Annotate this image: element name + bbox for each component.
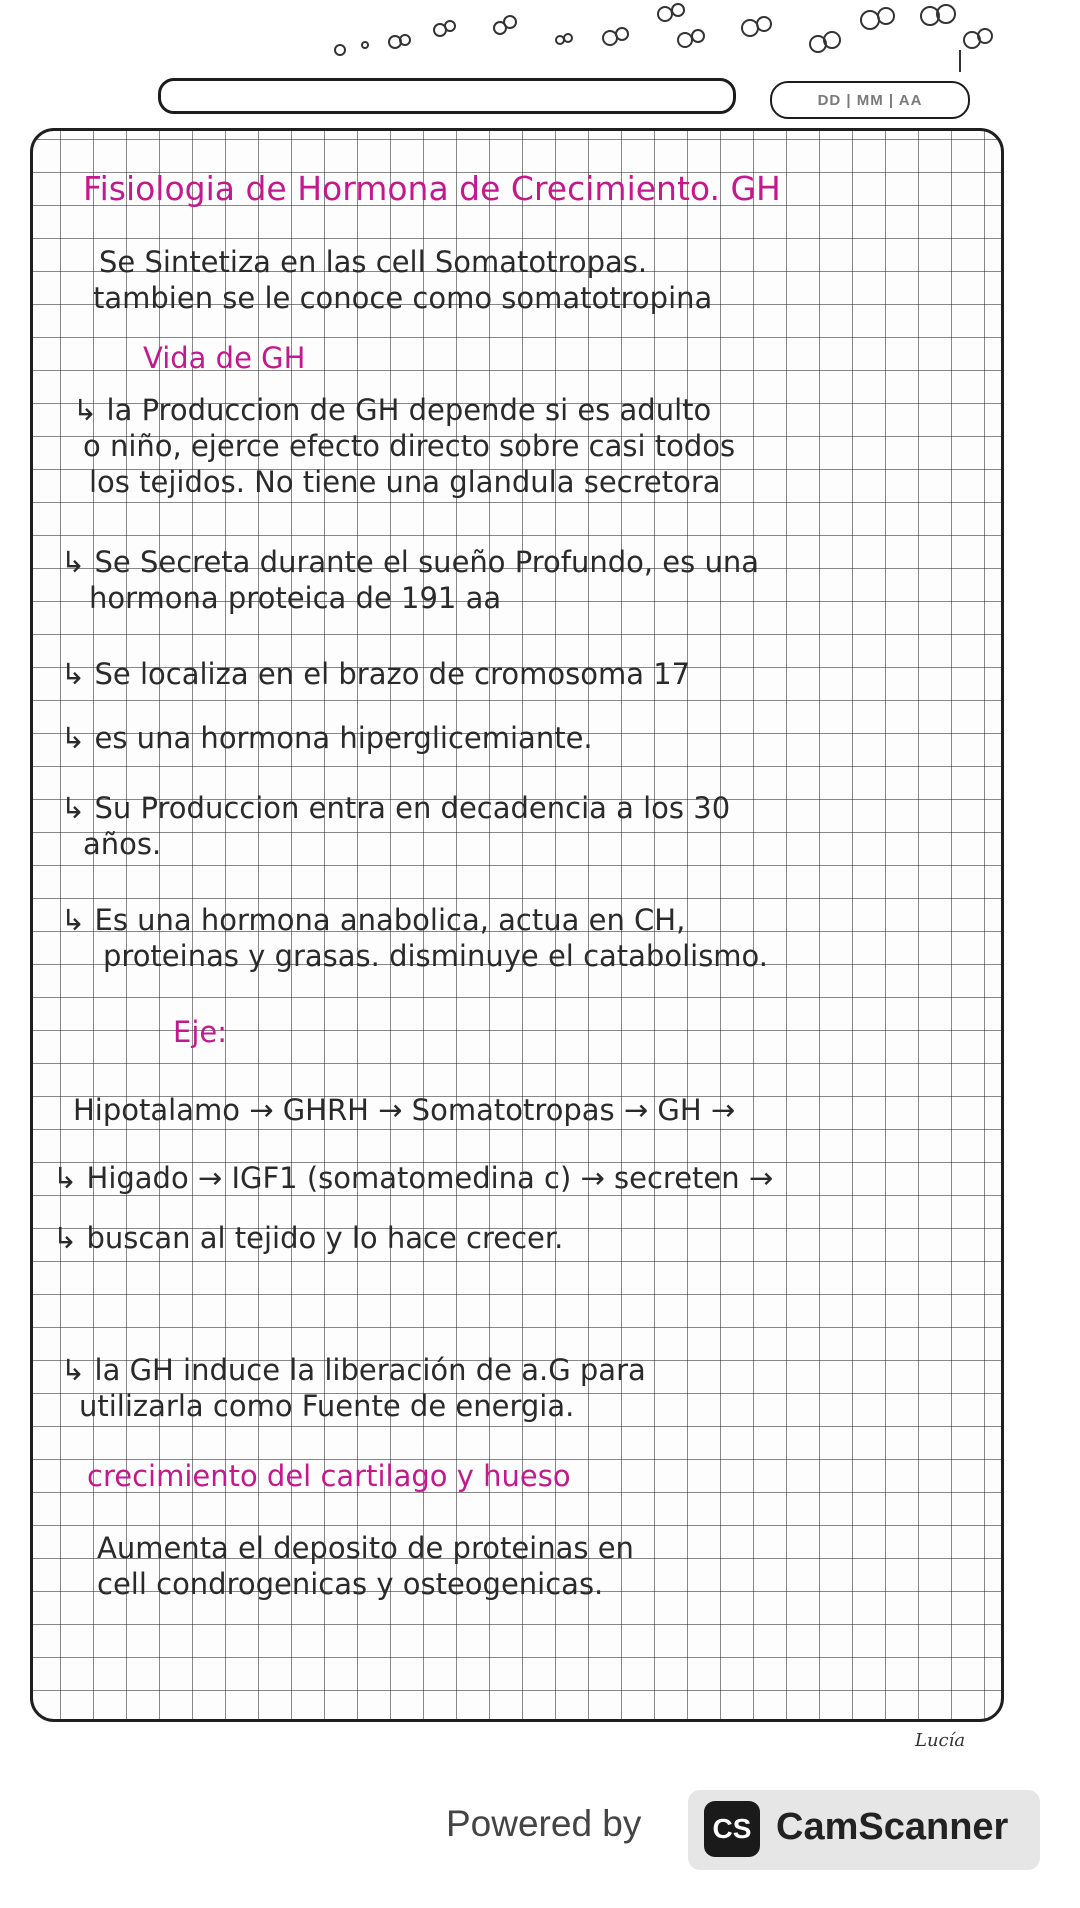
title-field — [158, 78, 736, 114]
camscanner-brand: CamScanner — [776, 1806, 1009, 1848]
powered-by-label: Powered by — [446, 1803, 642, 1844]
note-subheading: Vida de GH — [143, 341, 306, 375]
note-line: ↳ Se Secreta durante el sueño Profundo, es una — [61, 545, 760, 579]
note-line: o niño, ejerce efecto directo sobre casi todos — [83, 429, 736, 463]
note-line: ↳ Es una hormona anabolica, actua en CH, — [61, 903, 686, 937]
note-line: ↳ Higado → IGF1 (somatomedina c) → secreten → — [53, 1161, 774, 1195]
note-line: ↳ es una hormona hiperglicemiante. — [61, 721, 593, 755]
note-line: ↳ Su Produccion entra en decadencia a los 30 — [61, 791, 731, 825]
signature: Lucía — [915, 1730, 966, 1751]
note-line: ↳ Se localiza en el brazo de cromosoma 17 — [61, 657, 691, 691]
note-line: Se Sintetiza en las cell Somatotropas. — [99, 245, 648, 279]
note-subheading: crecimiento del cartilago y hueso — [87, 1459, 571, 1493]
note-line: ↳ la Produccion de GH depende si es adulto — [73, 393, 712, 427]
note-line: ↳ buscan al tejido y lo hace crecer. — [53, 1221, 564, 1255]
notes-title: Fisiologia de Hormona de Crecimiento. GH — [83, 169, 781, 208]
note-line: Hipotalamo → GHRH → Somatotropas → GH → — [73, 1093, 736, 1127]
note-line: Aumenta el deposito de proteinas en — [97, 1531, 634, 1565]
note-line: años. — [83, 827, 162, 861]
note-line: los tejidos. No tiene una glandula secretora — [89, 465, 721, 499]
note-line: hormona proteica de 191 aa — [89, 581, 502, 615]
note-line: utilizarla como Fuente de energia. — [79, 1389, 575, 1423]
note-line: cell condrogenicas y osteogenicas. — [97, 1567, 604, 1601]
note-subheading: Eje: — [173, 1015, 227, 1049]
grid-notebook-page — [30, 128, 1004, 1722]
flower-doodles — [320, 0, 1000, 72]
note-line: tambien se le conoce como somatotropina — [93, 281, 713, 315]
note-line: ↳ la GH induce la liberación de a.G para — [61, 1353, 646, 1387]
date-field: DD | MM | AA — [770, 81, 970, 119]
camscanner-logo-icon: CS — [704, 1801, 760, 1857]
note-line: proteinas y grasas. disminuye el catabolismo. — [103, 939, 769, 973]
